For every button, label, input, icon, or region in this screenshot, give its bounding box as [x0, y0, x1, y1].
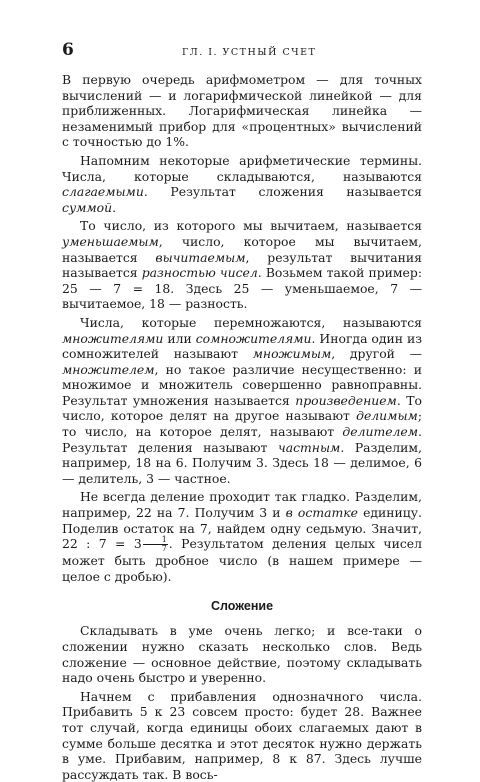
text-run: В первую очередь арифмометром — для точных вычислений — и логарифмической линейкой — для приближенных. Логарифмическая линейка — незаменимый прибор для «процентных» вычислений с точностью до 1%.	[62, 72, 422, 150]
italic-term: уменьшаемым	[62, 233, 159, 249]
fraction-numerator: 1	[143, 536, 168, 545]
text-run: Складывать в уме очень легко; и все-таки о сложении нужно сказать несколько слов. Ведь сложение — основное действие, поэтому складывать надо очень быстро и уверенно.	[62, 623, 422, 686]
italic-term: суммой	[62, 199, 113, 215]
text-run: То число, из которого мы вычитаем, называется	[80, 218, 422, 234]
text-run: , число, которое мы вычитаем, называется	[62, 233, 422, 265]
book-page	[62, 40, 422, 782]
text-run: Не всегда деление проходит так гладко. Разделим, например, 22 на 7. Получим 3 и	[62, 489, 422, 521]
italic-term: множимым	[252, 346, 332, 362]
text-run: Напомним некоторые арифметические термины. Числа, которые складываются, называются	[62, 152, 422, 184]
page-header	[62, 40, 422, 64]
text-run: . Результатом деления целых чисел может быть дробное число (в нашем примере — целое с дробью).	[62, 536, 422, 584]
running-head: ГЛ. I. УСТНЫЙ СЧЕТ	[182, 47, 317, 58]
page-number: 6	[62, 40, 74, 60]
text-run: или	[163, 330, 196, 346]
paragraph	[62, 489, 422, 584]
paragraph	[62, 315, 422, 487]
paragraph	[62, 623, 422, 685]
text-run: единицу. Поделив остаток на 7, найдем одну седьмую. Значит, 22 : 7 = 3	[62, 505, 422, 552]
italic-term: вычитаемым	[155, 249, 246, 265]
italic-term: делителем	[342, 424, 419, 440]
text-run: ; то число, на которое делят, называют	[62, 408, 422, 440]
text-run: .	[112, 199, 117, 215]
text-run: . Результат деления называют	[62, 424, 422, 455]
italic-term: множителями	[62, 330, 164, 346]
italic-term: в остатке	[285, 505, 358, 521]
intro-text	[62, 72, 422, 584]
fraction	[143, 536, 168, 553]
paragraph	[62, 72, 422, 150]
text-run: , но такое различие несущественно: и множимое и множитель совершенно равноправны. Результат умножения называется	[62, 361, 422, 408]
paragraph	[62, 689, 422, 782]
italic-term: произведением	[295, 392, 397, 408]
text-run: . Результат сложения называется	[143, 184, 422, 200]
paragraph	[62, 218, 422, 312]
text-run: , результат вычитания называется	[62, 249, 422, 281]
section-text	[62, 623, 422, 782]
italic-term: частным	[278, 439, 341, 455]
section-title: Сложение	[210, 599, 274, 614]
text-run: . Возьмем такой пример: 25 — 7 = 18. Здесь 25 — уменьшаемое, 7 — вычитаемое, 18 — разность.	[62, 265, 422, 312]
text-run: . Разделим, например, 18 на 6. Получим 3. Здесь 18 — делимое, 6 — делитель, 3 — частное.	[62, 439, 422, 486]
italic-term: разностью чисел	[141, 265, 258, 281]
text-run: . То число, которое делят на другое называют	[62, 392, 422, 424]
paragraph	[62, 153, 422, 215]
text-run: Начнем с прибавления однозначного числа. Прибавить 5 к 23 совсем просто: будет 28. Важнее тот случай, когда единицы обоих слагаемых дают в сумме больше десятка и этот десяток нужно держать в уме. Прибавим, например, 8 к 87. Здесь лучше рассуждать так. В вось-	[62, 688, 422, 782]
italic-term: множителем	[62, 361, 155, 377]
text-run: . Иногда один из сомножителей называют	[62, 330, 422, 362]
page-body	[62, 72, 422, 782]
italic-term: делимым	[356, 408, 418, 424]
text-run: Числа, которые перемножаются, называются	[80, 314, 422, 330]
text-run: , другой —	[331, 346, 422, 362]
italic-term: слагаемыми	[62, 184, 144, 200]
italic-term: сомножителями	[195, 330, 312, 346]
fraction-denominator: 7	[161, 544, 167, 554]
